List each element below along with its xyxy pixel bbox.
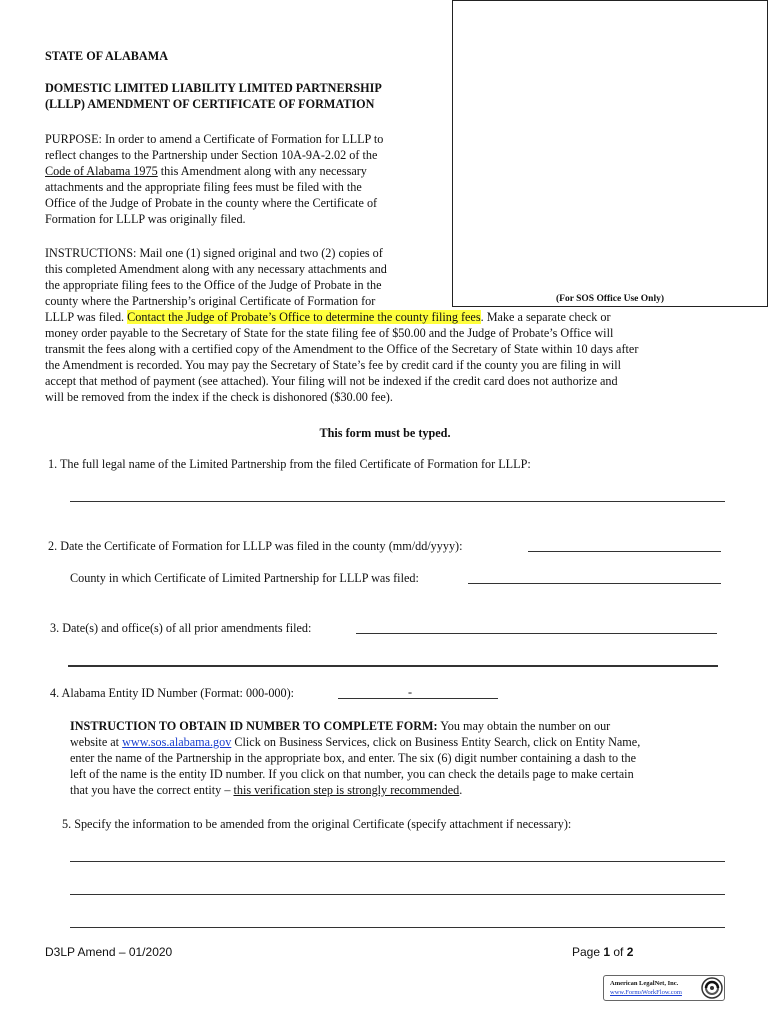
- logo-company-name: American LegalNet, Inc.: [610, 980, 679, 987]
- sos-office-use-box: [452, 0, 768, 307]
- form-title-line2: (LLLP) AMENDMENT OF CERTIFICATE OF FORMATION: [45, 97, 375, 111]
- entity-id-dash: -: [408, 685, 413, 699]
- question-3-label: 3. Date(s) and office(s) of all prior amendments filed:: [50, 621, 312, 635]
- purpose-line: Formation for LLLP was originally filed.: [45, 212, 246, 226]
- purpose-line: attachments and the appropriate filing fees must be filed with the: [45, 180, 362, 194]
- sos-office-use-caption: (For SOS Office Use Only): [555, 294, 664, 304]
- instructions-line: this completed Amendment along with any necessary attachments and: [45, 262, 387, 276]
- id-instruction-line: enter the name of the Partnership in the appropriate box, and enter. The six (6) digit number containing a dash to the: [70, 751, 636, 765]
- question-1-label: 1. The full legal name of the Limited Partnership from the filed Certificate of Formation for LLLP:: [48, 457, 531, 471]
- form-title-line1: DOMESTIC LIMITED LIABILITY LIMITED PARTNERSHIP: [45, 81, 382, 95]
- form-id: D3LP Amend – 01/2020: [45, 945, 173, 959]
- filing-date-field[interactable]: [528, 551, 721, 552]
- highlighted-fee-notice: Contact the Judge of Probate’s Office to determine the county filing fees: [127, 310, 481, 324]
- instructions-line: the Amendment is recorded. You may pay the Secretary of State’s fee by credit card if the county you are filing in will: [45, 358, 622, 372]
- code-of-alabama-reference: Code of Alabama 1975: [45, 164, 158, 178]
- county-label: County in which Certificate of Limited Partnership for LLLP was filed:: [70, 571, 419, 585]
- id-instruction-line: website at www.sos.alabama.gov Click on Business Services, click on Business Entity Search, click on Entity Name,: [70, 735, 641, 749]
- county-field[interactable]: [468, 583, 721, 584]
- state-heading: STATE OF ALABAMA: [45, 49, 169, 63]
- instructions-line: the appropriate filing fees to the Office of the Judge of Probate in the: [45, 278, 382, 292]
- id-instruction-line: INSTRUCTION TO OBTAIN ID NUMBER TO COMPLETE FORM: You may obtain the number on our: [70, 719, 611, 733]
- instructions-line: transmit the fees along with a certified copy of the Amendment to the Office of the Secretary of State within 10 days after: [45, 342, 639, 356]
- verification-recommendation: this verification step is strongly recommended: [233, 783, 460, 797]
- prior-amendments-field[interactable]: [356, 633, 717, 634]
- page-indicator: Page 1 of 2: [572, 945, 634, 959]
- question-4-label: 4. Alabama Entity ID Number (Format: 000-000):: [50, 686, 295, 700]
- logo-website-link[interactable]: www.FormsWorkFlow.com: [610, 989, 682, 996]
- id-instruction-line: that you have the correct entity – this verification step is strongly recommended.: [70, 783, 463, 797]
- instructions-line: INSTRUCTIONS: Mail one (1) signed original and two (2) copies of: [45, 246, 383, 260]
- instructions-line: county where the Partnership’s original Certificate of Formation for: [45, 294, 376, 308]
- american-legalnet-logo: [603, 975, 725, 1001]
- id-instruction-heading: INSTRUCTION TO OBTAIN ID NUMBER TO COMPLETE FORM:: [70, 719, 438, 733]
- globe-icon: [701, 977, 723, 1003]
- question-5-label: 5. Specify the information to be amended from the original Certificate (specify attachment if necessary):: [62, 817, 572, 831]
- amendment-field-line2[interactable]: [70, 894, 725, 895]
- purpose-line: Office of the Judge of Probate in the county where the Certificate of: [45, 196, 378, 210]
- prior-amendments-field-line2[interactable]: [68, 665, 718, 667]
- purpose-line: PURPOSE: In order to amend a Certificate of Formation for LLLP to: [45, 132, 384, 146]
- typed-notice: This form must be typed.: [319, 426, 451, 440]
- amendment-field-line3[interactable]: [70, 927, 725, 928]
- purpose-line: reflect changes to the Partnership under Section 10A-9A-2.02 of the: [45, 148, 378, 162]
- sos-website-link[interactable]: www.sos.alabama.gov: [122, 735, 232, 749]
- purpose-line: Code of Alabama 1975 this Amendment along with any necessary: [45, 164, 367, 178]
- id-instruction-line: left of the name is the entity ID number. If you click on that number, you can check the details page to make certain: [70, 767, 634, 781]
- instructions-line: LLLP was filed. Contact the Judge of Probate’s Office to determine the county filing fees. Make a separate check or: [45, 310, 611, 324]
- instructions-line: will be removed from the index if the check is dishonored ($30.00 fee).: [45, 390, 393, 404]
- entity-id-field[interactable]: [338, 698, 498, 699]
- instructions-line: accept that method of payment (see attached). Your filing will not be indexed if the credit card does not authorize and: [45, 374, 618, 388]
- legal-name-field[interactable]: [70, 501, 725, 502]
- instructions-line: money order payable to the Secretary of State for the state filing fee of $50.00 and the Judge of Probate’s Office will: [45, 326, 614, 340]
- question-2-label: 2. Date the Certificate of Formation for LLLP was filed in the county (mm/dd/yyyy):: [48, 539, 463, 553]
- amendment-field-line1[interactable]: [70, 861, 725, 862]
